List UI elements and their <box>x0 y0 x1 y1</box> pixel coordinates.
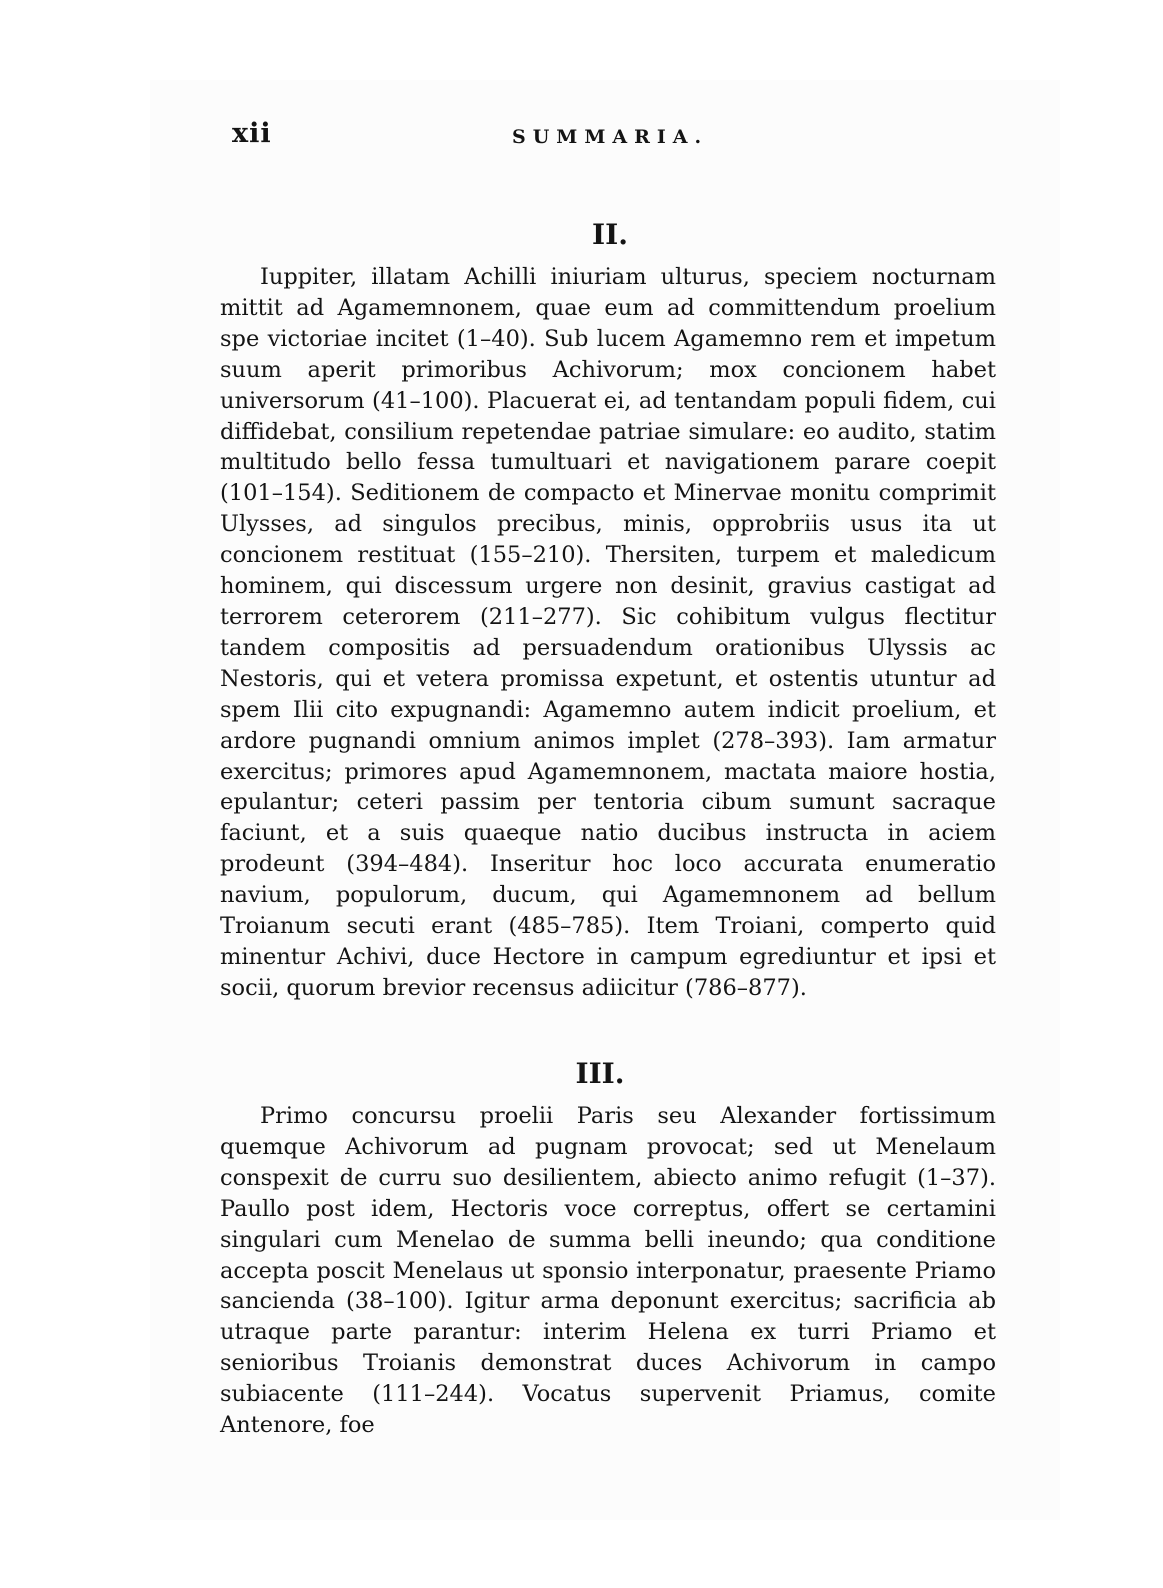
section-summary-iii <box>220 1101 996 1441</box>
running-title: SUMMARIA. <box>512 126 709 148</box>
section-paragraph: Iuppiter, illatam Achilli iniuriam ulturus, speciem nocturnam mittit ad Agamemnonem, quae eum ad committendum proelium spe victoriae incitet (1–40). Sub lucem Agamemno rem et impetum suum aperit primoribus Achivorum; mox concionem habet universorum (41–100). Placuerat ei, ad tentandam populi fidem, cui diffidebat, consilium repetendae patriae simulare: eo audito, statim multitudo bello fessa tumultuari et navigationem parare coepit (101–154). Seditionem de compacto et Minervae monitu comprimit Ulysses, ad singulos precibus, minis, opprobriis usus ita ut concionem restituat (155–210). Thersiten, turpem et maledicum hominem, qui discessum urgere non desinit, gravius castigat ad terrorem ceterorem (211–277). Sic cohibitum vulgus flectitur tandem compositis ad persuadendum orationibus Ulyssis ac Nestoris, qui et vetera promissa expetunt, et ostentis utuntur ad spem Ilii cito expugnandi: Agamemno autem indicit proelium, et ardore pugnandi omnium animos implet (278–393). Iam armatur exercitus; primores apud Agamemnonem, mactata maiore hostia, epulantur; ceteri passim per tentoria cibum sumunt sacraque faciunt, et a suis quaeque natio ducibus instructa in aciem prodeunt (394–484). Inseritur hoc loco accurata enumeratio navium, populorum, ducum, qui Agamemnonem ad bellum Troianum secuti erant (485–785). Item Troiani, comperto quid minentur Achivi, duce Hectore in campum egrediuntur et ipsi et socii, quorum brevior recensus adiicitur (786–877). <box>220 264 996 1001</box>
section-paragraph: Primo concursu proelii Paris seu Alexander fortissimum quemque Achivorum ad pugnam provocat; sed ut Menelaum conspexit de curru suo desilientem, abiecto animo refugit (1–37). Paullo post idem, Hectoris voce correptus, offert se certamini singulari cum Menelao de summa belli ineundo; qua conditione accepta poscit Menelaus ut sponsio interponatur, praesente Priamo sancienda (38–100). Igitur arma deponunt exercitus; sacrificia ab utraque parte parantur: interim Helena ex turri Priamo et senioribus Troianis demonstrat duces Achivorum in campo subiacente (111–244). Vocatus supervenit Priamus, comite Antenore, foe <box>220 1103 996 1439</box>
running-head <box>232 118 1010 154</box>
section-summary-ii <box>220 262 996 1004</box>
page-number: xii <box>232 118 272 149</box>
section-number-iii: III. <box>575 1057 625 1090</box>
section-number-ii: II. <box>592 218 628 251</box>
